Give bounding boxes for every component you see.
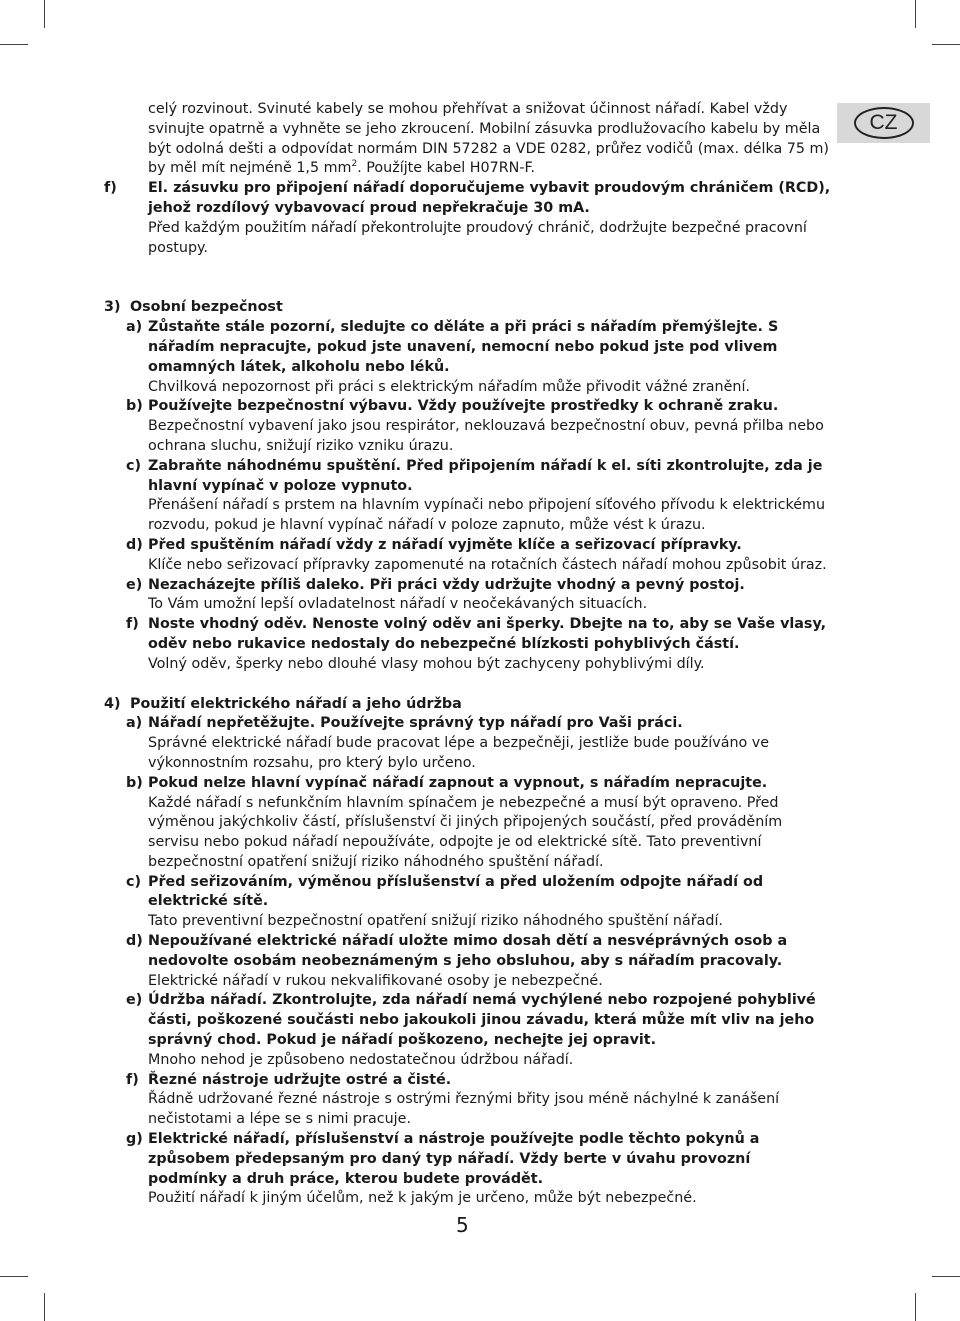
item-label: e)	[126, 992, 143, 1009]
superscript: 2	[351, 159, 358, 170]
item-label: f)	[126, 1071, 139, 1088]
crop-mark-bottom-right-h	[932, 1276, 960, 1277]
item-text: Přenášení nářadí s prstem na hlavním vypínači nebo připojení síťového přívodu k elektrickému rozvodu, pokud je hlavní vypínač nářadí v poloze zapnuto, může vést k úrazu.	[148, 497, 826, 534]
item-bold-text: Nezacházejte příliš daleko. Při práci vždy udržujte vhodný a pevný postoj.	[148, 576, 745, 593]
list-item	[126, 714, 832, 773]
page-number: 5	[456, 1213, 469, 1237]
item-bold-text: Nepoužívané elektrické nářadí uložte mimo dosah dětí a nesvéprávných osob a nedovolte osobám neobeznámeným s jeho obsluhou, aby s nářadím pracovaly.	[148, 933, 788, 969]
crop-mark-bottom-left	[44, 1293, 45, 1321]
item-text: Každé nářadí s nefunkčním hlavním spínačem je nebezpečné a musí být opraveno. Před výměnou jakýchkoliv částí, příslušenství či jiných připojených součástí, před prováděním servisu nebo pokud nářadí nepoužíváte, odpojte je od elektrické sítě. Tato preventivní bezpečnostní opatření snižují riziko náhodného spuštění nářadí.	[148, 794, 783, 870]
item-bold-text: Údržba nářadí. Zkontrolujte, zda nářadí nemá vychýlené nebo rozpojené pohyblivé části, poškozené součásti nebo jakoukoli jinou závadu, která může mít vliv na jeho správný chod. Pokud je nářadí poškozeno, nechejte jej opravit.	[148, 992, 816, 1049]
manual-body	[104, 100, 832, 1209]
section-heading	[104, 695, 832, 715]
list-item	[126, 397, 832, 456]
item-label: c)	[126, 457, 142, 474]
crop-mark-top-right	[915, 0, 916, 28]
item-label: d)	[126, 536, 143, 553]
item-bold-text: Zabraňte náhodnému spuštění. Před připojením nářadí k el. síti zkontrolujte, zda je hlavní vypínač v poloze vypnuto.	[148, 457, 823, 494]
crop-mark-top-left	[44, 0, 45, 28]
item-bold-text: Před spuštěním nářadí vždy z nářadí vyjměte klíče a seřizovací přípravky.	[148, 536, 742, 553]
section-title: Použití elektrického nářadí a jeho údržba	[130, 695, 462, 712]
item-bold-text: Řezné nástroje udržujte ostré a čisté.	[148, 1071, 452, 1088]
item-label: a)	[126, 319, 143, 336]
list-item	[126, 991, 832, 1070]
list-item	[126, 318, 832, 397]
item-text: Mnoho nehod je způsobeno nedostatečnou údržbou nářadí.	[148, 1051, 574, 1068]
section-3-items	[104, 318, 832, 674]
item-bold-text: Noste vhodný oděv. Nenoste volný oděv ani šperky. Dbejte na to, aby se Vaše vlasy, oděv nebo rukavice nedostaly do nebezpečné blízkosti pohyblivých částí.	[148, 616, 827, 652]
crop-mark-bottom-left-h	[0, 1276, 28, 1277]
item-text: Správné elektrické nářadí bude pracovat lépe a bezpečněji, jestliže bude používáno ve výkonnostním rozsahu, pro který bylo určeno.	[148, 735, 770, 771]
item-label: f)	[104, 180, 117, 197]
item-label: g)	[126, 1131, 143, 1148]
item-text: Chvilková nepozornost při práci s elektrickým nářadím může přivodit vážné zranění.	[148, 378, 750, 395]
section-title: Osobní bezpečnost	[130, 299, 283, 316]
list-item	[126, 1071, 832, 1130]
crop-mark-top-left-h	[0, 44, 28, 45]
language-badge: CZ	[854, 107, 914, 139]
item-label: f)	[126, 616, 139, 633]
item-bold-text: Nářadí nepřetěžujte. Používejte správný typ nářadí pro Vaši práci.	[148, 715, 683, 732]
list-item	[126, 576, 832, 616]
section-4-items	[104, 714, 832, 1209]
crop-mark-bottom-right	[915, 1293, 916, 1321]
item-label: d)	[126, 933, 143, 950]
item-bold-text: El. zásuvku pro připojení nářadí doporučujeme vybavit proudovým chráničem (RCD), jehož rozdílový vybavovací proud nepřekračuje 30 mA.	[148, 180, 831, 216]
list-item	[126, 1130, 832, 1209]
item-f	[104, 179, 832, 258]
list-item	[126, 536, 832, 576]
item-text: Před každým použitím nářadí překontrolujte proudový chránič, dodržujte bezpečné pracovní postupy.	[148, 219, 807, 256]
item-text: Řádně udržované řezné nástroje s ostrými řeznými břity jsou méně náchylné k zanášení nečistotami a lépe se s nimi pracuje.	[148, 1091, 780, 1128]
item-text: Použití nářadí k jiným účelům, než k jakým je určeno, může být nebezpečné.	[148, 1190, 697, 1207]
intro-text: celý rozvinout. Svinuté kabely se mohou přehřívat a snižovat účinnost nářadí. Kabel vždy svinujte opatrně a vyhněte se jeho zkroucení. Mobilní zásuvka prodlužovacího kabelu by měla být odolná dešti a odpovídat normám DIN 57282 a VDE 0282, průřez vodičů (max. délka 75 m) by měl mít nejméně 1,5 mm	[148, 101, 830, 177]
item-label: c)	[126, 873, 142, 890]
item-bold-text: Zůstaňte stále pozorní, sledujte co děláte a při práci s nářadím přemýšlejte. S nářadím nepracujte, pokud jste unavení, nemocní nebo pokud jste pod vlivem omamných látek, alkoholu nebo léků.	[148, 319, 779, 375]
item-text: To Vám umožní lepší ovladatelnost nářadí v neočekávaných situacích.	[148, 596, 648, 613]
item-label: e)	[126, 576, 143, 593]
item-label: b)	[126, 398, 143, 415]
item-text: Tato preventivní bezpečnostní opatření snižují riziko náhodného spuštění nářadí.	[148, 913, 723, 930]
section-number: 3)	[104, 299, 121, 316]
item-text: Klíče nebo seřizovací přípravky zapomenuté na rotačních částech nářadí mohou způsobit úraz.	[148, 556, 827, 573]
item-label: a)	[126, 715, 143, 732]
item-bold-text: Elektrické nářadí, příslušenství a nástroje používejte podle těchto pokynů a způsobem předepsaným pro daný typ nářadí. Vždy berte v úvahu provozní podmínky a druh práce, kterou budete provádět.	[148, 1131, 760, 1187]
list-item	[126, 615, 832, 674]
intro-paragraph	[104, 100, 832, 179]
item-text: Elektrické nářadí v rukou nekvalifikované osoby je nebezpečné.	[148, 972, 603, 989]
list-item	[126, 873, 832, 932]
section-heading	[104, 298, 832, 318]
language-tab	[837, 103, 930, 143]
item-text: Volný oděv, šperky nebo dlouhé vlasy mohou být zachyceny pohyblivými díly.	[148, 655, 705, 672]
crop-mark-top-right-h	[932, 44, 960, 45]
item-bold-text: Před seřizováním, výměnou příslušenství a před uložením odpojte nářadí od elektrické sítě.	[148, 873, 764, 910]
item-bold-text: Pokud nelze hlavní vypínač nářadí zapnout a vypnout, s nářadím nepracujte.	[148, 774, 768, 791]
item-text: Bezpečnostní vybavení jako jsou respirátor, neklouzavá bezpečnostní obuv, pevná přilba nebo ochrana sluchu, snižují riziko vzniku úrazu.	[148, 418, 824, 454]
intro-text-end: . Použíjte kabel H07RN-F.	[357, 160, 535, 177]
item-label: b)	[126, 774, 143, 791]
section-number: 4)	[104, 695, 121, 712]
list-item	[126, 457, 832, 536]
item-bold-text: Používejte bezpečnostní výbavu. Vždy používejte prostředky k ochraně zraku.	[148, 398, 779, 415]
list-item	[126, 774, 832, 873]
list-item	[126, 932, 832, 991]
